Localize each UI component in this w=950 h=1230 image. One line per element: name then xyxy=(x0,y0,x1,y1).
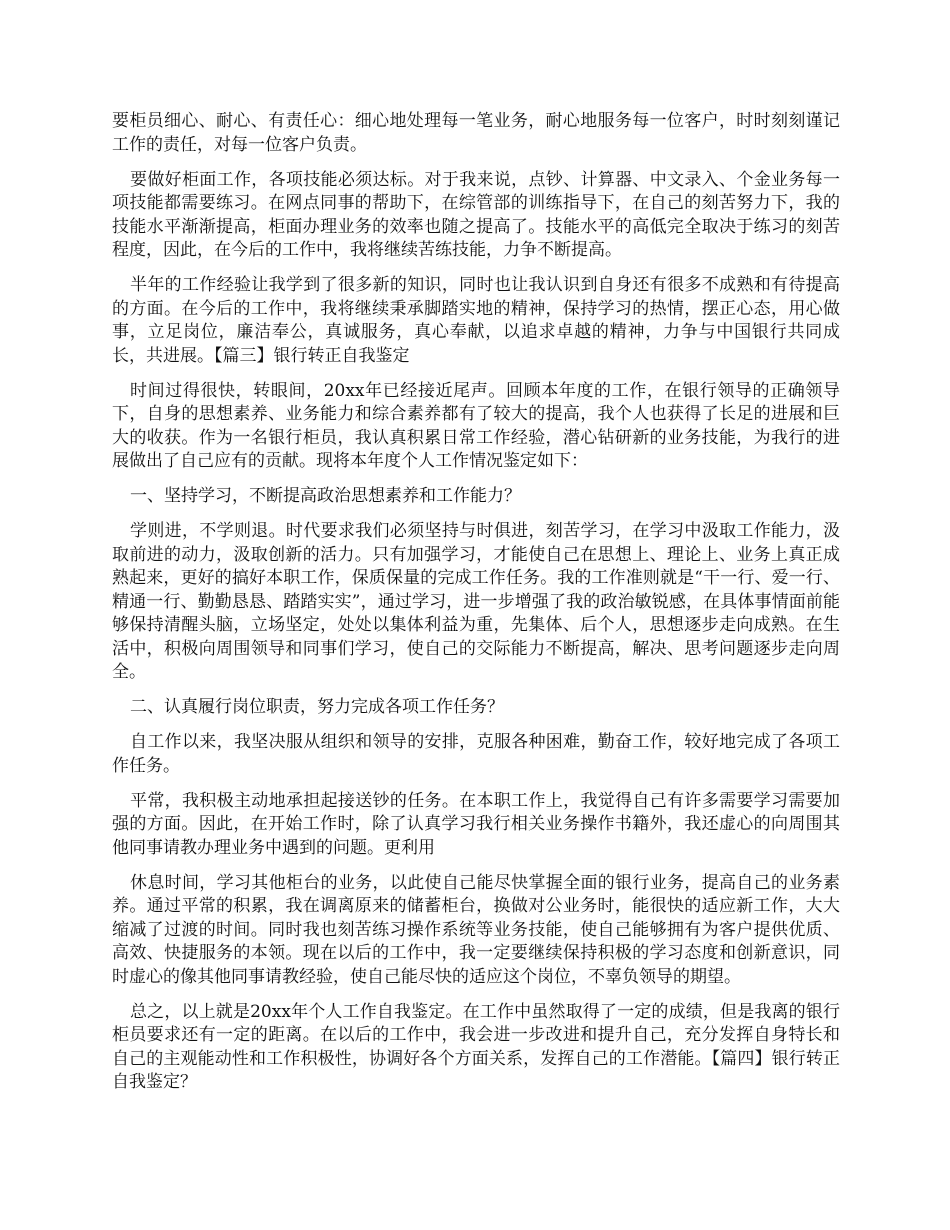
paragraph-9: 总之，以上就是20xx年个人工作自我鉴定。在工作中虽然取得了一定的成绩，但是我离的银行柜员要求还有一定的距离。在以后的工作中，我会进一步改进和提升自己，充分发挥自身特长和自己的主观能动性和工作积极性，协调好各个方面关系，发挥自己的工作潜能。【篇四】银行转正自我鉴定？ xyxy=(112,1001,840,1092)
section-heading-1: 一、坚持学习，不断提高政治思想素养和工作能力？ xyxy=(130,486,521,506)
paragraph-8: 休息时间，学习其他柜台的业务，以此使自己能尽快掌握全面的银行业务，提高自己的业务素养。通过平常的积累，我在调离原来的储蓄柜台，换做对公业务时，能很快的适应新工作，大大缩减了过渡的时间。同时我也刻苦练习操作系统等业务技能，使自己能够拥有为客户提供优质、高效、快捷服务的本领。现在以后的工作中，我一定要继续保持积极的学习态度和创新意识，同时虚心的像其他同事请教经验，使自己能尽快的适应这个岗位，不辜负领导的期望。 xyxy=(112,872,840,987)
paragraph-3: 半年的工作经验让我学到了很多新的知识，同时也让我认识到自身还有很多不成熟和有待提高的方面。在今后的工作中，我将继续秉承脚踏实地的精神，保持学习的热情，摆正心态，用心做事，立足岗位，廉洁奉公，真诚服务，真心奉献，以追求卓越的精神，力争与中国银行共同成长，共进展。【篇三】银行转正自我鉴定 xyxy=(112,275,840,366)
paragraph-4: 时间过得很快，转眼间，20xx年已经接近尾声。回顾本年度的工作，在银行领导的正确领导下，自身的思想素养、业务能力和综合素养都有了较大的提高，我个人也获得了长足的进展和巨大的收获。作为一名银行柜员，我认真积累日常工作经验，潜心钻研新的业务技能，为我行的进展做出了自己应有的贡献。现将本年度个人工作情况鉴定如下： xyxy=(112,380,840,471)
paragraph-1: 要柜员细心、耐心、有责任心：细心地处理每一笔业务，耐心地服务每一位客户，时时刻刻谨记工作的责任，对每一位客户负责。 xyxy=(112,111,840,155)
paragraph-6: 自工作以来，我坚决服从组织和领导的安排，克服各种困难，勤奋工作，较好地完成了各项工作任务。 xyxy=(112,732,840,776)
section-heading-2: 二、认真履行岗位职责，努力完成各项工作任务？ xyxy=(130,697,504,717)
paragraph-2: 要做好柜面工作，各项技能必须达标。对于我来说，点钞、计算器、中文录入、个金业务每一项技能都需要练习。在网点同事的帮助下，在综管部的训练指导下，在自己的刻苦努力下，我的技能水平渐渐提高，柜面办理业务的效率也随之提高了。技能水平的高低完全取决于练习的刻苦程度，因此，在今后的工作中，我将继续苦练技能，力争不断提高。 xyxy=(112,169,840,260)
document-body xyxy=(112,110,840,1106)
paragraph-5: 学则进，不学则退。时代要求我们必须坚持与时俱进，刻苦学习，在学习中汲取工作能力，汲取前进的动力，汲取创新的活力。只有加强学习，才能使自己在思想上、理论上、业务上真正成熟起来，更好的搞好本职工作，保质保量的完成工作任务。我的工作准则就是“干一行、爱一行、精通一行、勤勤恳恳、踏踏实实”，通过学习，进一步增强了我的政治敏锐感，在具体事情面前能够保持清醒头脑，立场坚定，处处以集体利益为重，先集体、后个人，思想逐步走向成熟。在生活中，积极向周围领导和同事们学习，使自己的交际能力不断提高，解决、思考问题逐步走向周全。 xyxy=(112,521,840,682)
paragraph-7: 平常，我积极主动地承担起接送钞的任务。在本职工作上，我觉得自己有许多需要学习需要加强的方面。因此，在开始工作时，除了认真学习我行相关业务操作书籍外，我还虚心的向周围其他同事请教办理业务中遇到的问题。更利用 xyxy=(112,790,840,858)
